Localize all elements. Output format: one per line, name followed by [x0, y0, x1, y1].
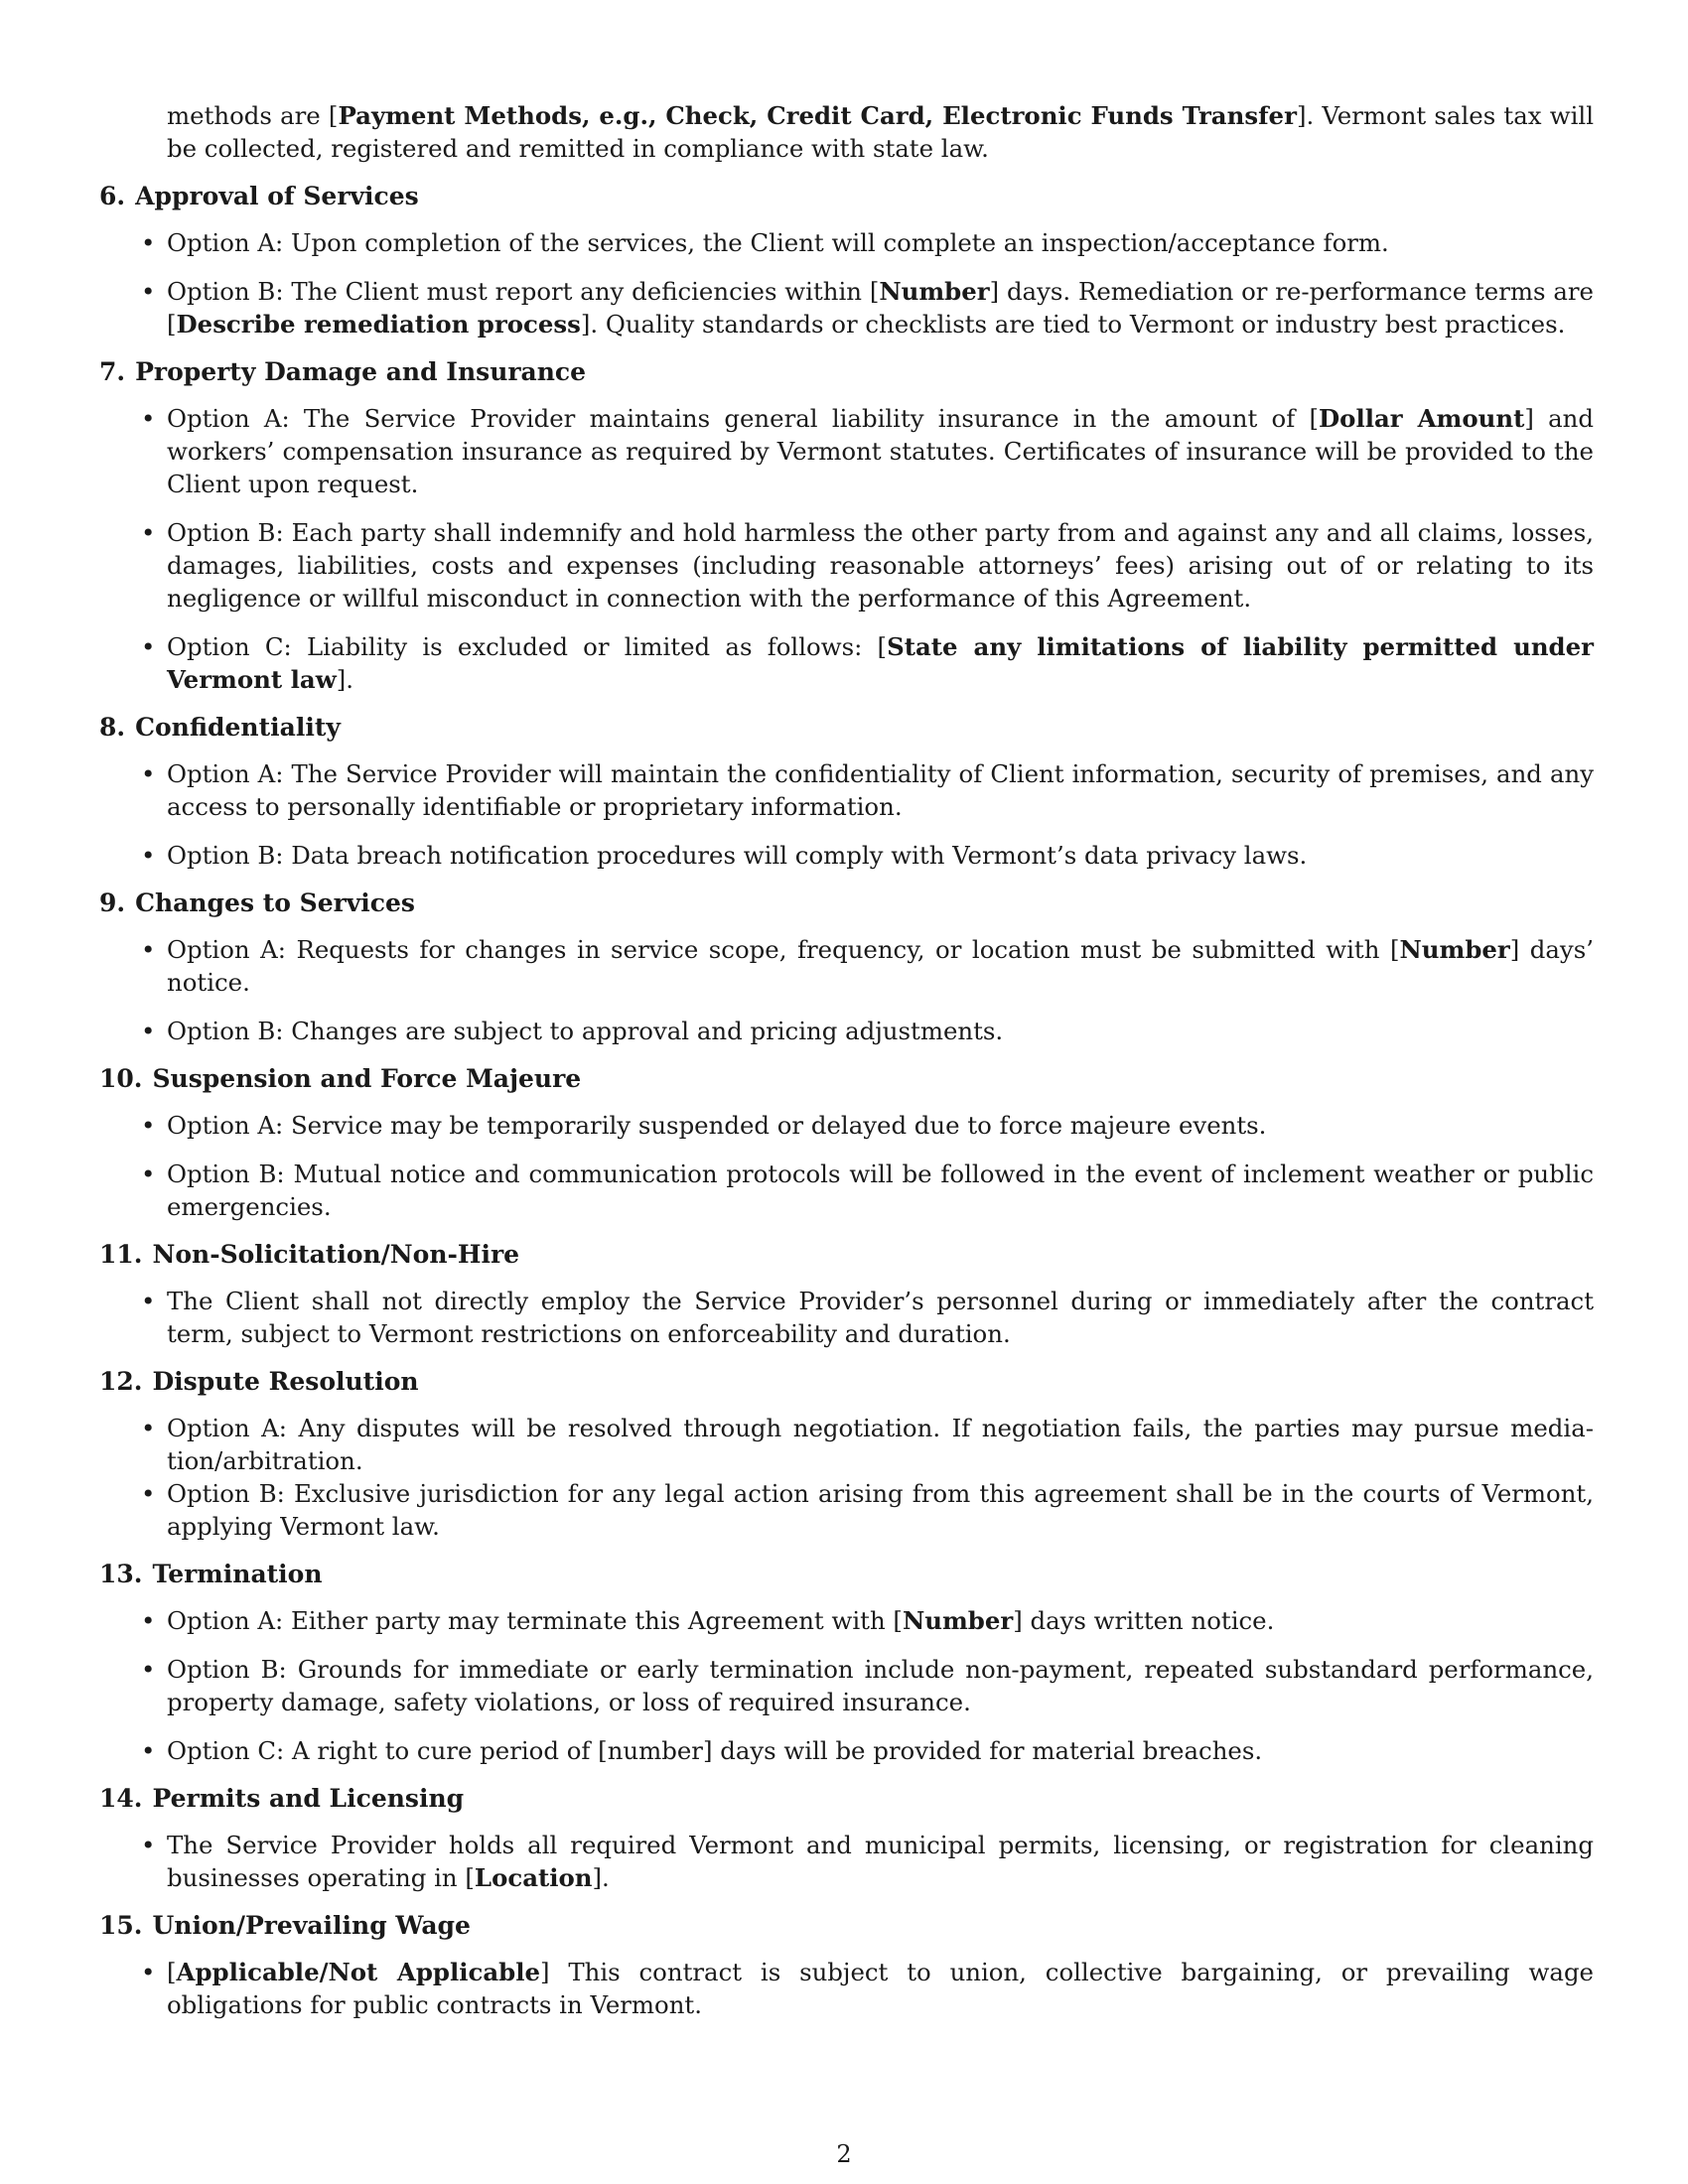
list-item: • Option A: The Service Provider maintains general liability insurance in the amount of [Dollar Amount] and workers’ compensation insurance as required by Vermont statutes. Certificates of insurance will be provided to the Client upon request.	[141, 404, 1594, 498]
list-item: • Option A: Service may be temporarily suspended or delayed due to force majeure events.	[141, 1111, 1267, 1140]
section-heading-confidentiality: 8. Confidentiality	[99, 713, 341, 742]
list-item: • Option A: Requests for changes in service scope, frequency, or location must be submitted with [Number] days’ notice.	[141, 935, 1594, 997]
list-item: • Option B: Data breach notification procedures will comply with Vermont’s data privacy laws.	[141, 841, 1308, 870]
section-heading-permits: 14. Permits and Licensing	[99, 1784, 465, 1813]
list-item: • Option B: The Client must report any deficiencies within [Number] days. Remediation or re-performance terms are [Describe remediation process]. Quality standards or checklists are tied to Vermont or industry best practices.	[141, 277, 1594, 339]
list-item: • Option C: A right to cure period of [number] days will be provided for material breaches.	[141, 1736, 1263, 1765]
section-heading-non-solicitation: 11. Non-Solicitation/Non-Hire	[99, 1240, 520, 1269]
list-item: • The Service Provider holds all required Vermont and municipal permits, licensing, or registration for cleaning businesses operating in [Location].	[141, 1831, 1594, 1892]
list-item: • Option B: Exclusive jurisdiction for any legal action arising from this agreement shall be in the courts of Vermont, applying Vermont law.	[141, 1479, 1594, 1541]
section-12-list	[99, 1412, 1594, 1543]
payment-methods-continuation: methods are [Payment Methods, e.g., Check, Credit Card, Electronic Funds Transfer]. Vermont sales tax will be collected, registered and remitted in compliance with state law.	[167, 101, 1595, 163]
section-7-list	[99, 402, 1594, 696]
list-item: • Option A: Upon completion of the services, the Client will complete an inspection/acceptance form.	[141, 228, 1389, 257]
section-8-list	[99, 757, 1594, 872]
list-item: • Option B: Grounds for immediate or early termination include non-payment, repeated substandard performance, property damage, safety violations, or loss of required insurance.	[141, 1655, 1594, 1716]
section-heading-approval: 6. Approval of Services	[99, 182, 419, 210]
page-number: 2	[836, 2140, 852, 2168]
section-6-list	[99, 226, 1594, 341]
list-item: • Option A: The Service Provider will maintain the confidentiality of Client information, security of premises, and any access to personally identifiable or proprietary information.	[141, 759, 1594, 821]
list-item: • The Client shall not directly employ the Service Provider’s personnel during or immediately after the contract term, subject to Vermont restrictions on enforceability and duration.	[141, 1287, 1594, 1348]
section-11-list	[99, 1285, 1594, 1350]
section-9-list	[99, 933, 1594, 1047]
list-item: • Option C: Liability is excluded or limited as follows: [State any limitations of liability permitted under Vermont law].	[141, 632, 1594, 694]
list-item: • [Applicable/Not Applicable] This contract is subject to union, collective bargaining, or prevailing wage obligations for public contracts in Vermont.	[141, 1958, 1594, 2019]
section-heading-dispute-resolution: 12. Dispute Resolution	[99, 1367, 419, 1396]
section-15-list	[99, 1956, 1594, 2021]
section-14-list	[99, 1829, 1594, 1894]
section-heading-property-damage: 7. Property Damage and Insurance	[99, 357, 587, 386]
list-item: • Option B: Each party shall indemnify and hold harmless the other party from and against any and all claims, losses, damages, liabilities, costs and expenses (including reasonable attorneys’ fees) arising out of or relating to its negligence or willful misconduct in connection with the performance of this Agreement.	[141, 518, 1594, 613]
section-heading-changes: 9. Changes to Services	[99, 888, 416, 917]
list-item: • Option A: Either party may terminate this Agreement with [Number] days written notice.	[141, 1606, 1275, 1635]
section-10-list	[99, 1109, 1594, 1223]
list-item: • Option A: Any disputes will be resolved through negotiation. If negotiation fails, the parties may pursue mediation/arbitration.	[141, 1414, 1594, 1475]
list-item: • Option B: Mutual notice and communication protocols will be followed in the event of inclement weather or public emergencies.	[141, 1160, 1594, 1221]
list-item: • Option B: Changes are subject to approval and pricing adjustments.	[141, 1017, 1004, 1045]
section-heading-termination: 13. Termination	[99, 1560, 323, 1588]
document-page	[99, 99, 1594, 2021]
section-13-list	[99, 1604, 1594, 1767]
section-heading-force-majeure: 10. Suspension and Force Majeure	[99, 1064, 582, 1093]
section-heading-union-wage: 15. Union/Prevailing Wage	[99, 1911, 471, 1940]
